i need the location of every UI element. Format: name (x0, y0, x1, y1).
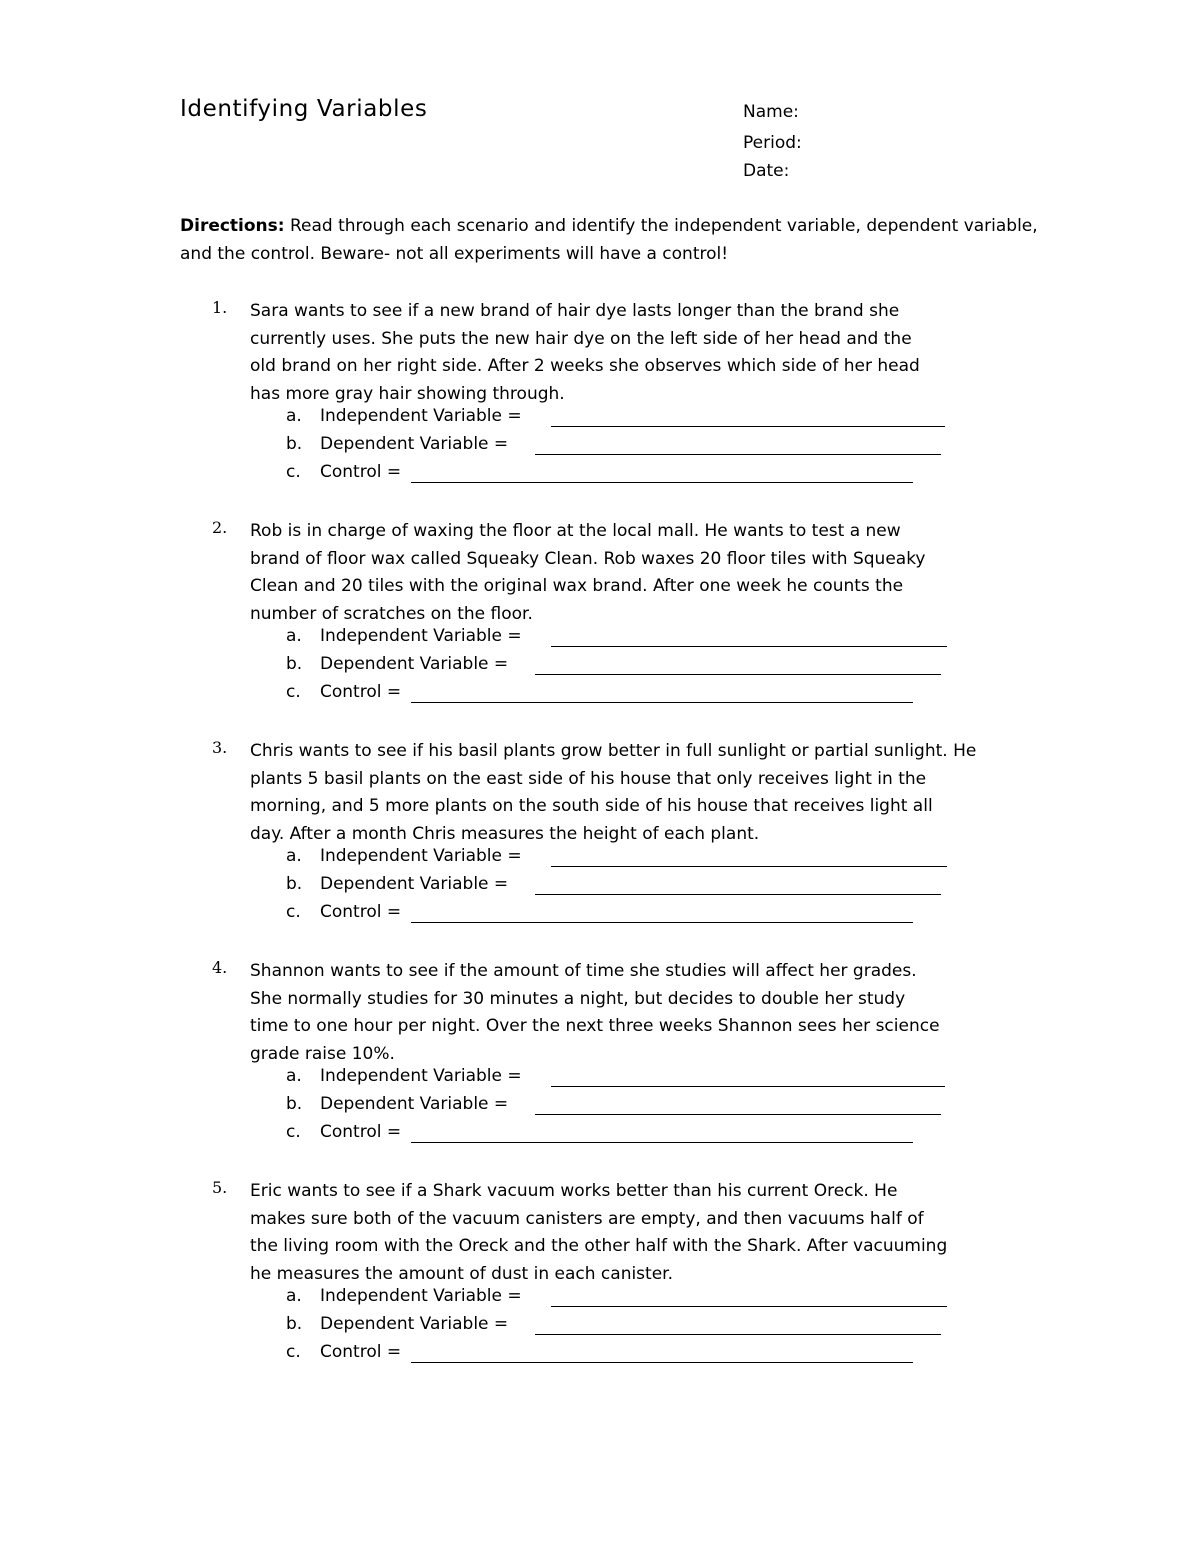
answer-label: Independent Variable = (320, 406, 522, 426)
answer-label: Control = (320, 462, 402, 482)
question-text: Chris wants to see if his basil plants grow better in full sunlight or partial sunlight. He plants 5 basil plants on the east side of his house that only receives light in the morning, and 5 more plants on the south side of his house that receives light all day. After a month Chris measures the height of each plant. (250, 741, 977, 844)
answer-label: Control = (320, 1122, 402, 1142)
answer-control (0, 1122, 1200, 1150)
answer-letter: c. (286, 682, 301, 702)
question-number: 4. (212, 958, 228, 977)
question-number: 3. (212, 738, 228, 757)
answer-label: Independent Variable = (320, 1286, 522, 1306)
answer-dependent (0, 654, 1200, 682)
answer-letter: a. (286, 1286, 302, 1306)
question-text: Shannon wants to see if the amount of time she studies will affect her grades. She normally studies for 30 minutes a night, but decides to double her study time to one hour per night. Over the next three weeks Shannon sees her science grade raise 10%. (250, 961, 940, 1064)
answer-letter: b. (286, 1094, 303, 1114)
answer-blank[interactable] (411, 922, 913, 923)
answer-independent (0, 846, 1200, 874)
answer-label: Dependent Variable = (320, 1094, 509, 1114)
answer-independent (0, 1066, 1200, 1094)
answer-blank[interactable] (535, 1114, 941, 1115)
answer-letter: c. (286, 902, 301, 922)
answer-label: Independent Variable = (320, 846, 522, 866)
answer-blank[interactable] (551, 646, 947, 647)
answer-blank[interactable] (551, 1086, 945, 1087)
answer-label: Control = (320, 902, 402, 922)
period-label: Period: (743, 133, 802, 153)
answer-letter: b. (286, 874, 303, 894)
answer-control (0, 682, 1200, 710)
answer-label: Control = (320, 1342, 402, 1362)
answer-dependent (0, 874, 1200, 902)
question-number: 1. (212, 298, 228, 317)
question-text: Sara wants to see if a new brand of hair dye lasts longer than the brand she currently uses. She puts the new hair dye on the left side of her head and the old brand on her right side. After 2 weeks she observes which side of her head has more gray hair showing through. (250, 301, 920, 404)
answer-independent (0, 406, 1200, 434)
answer-letter: a. (286, 846, 302, 866)
answer-letter: b. (286, 654, 303, 674)
answer-letter: a. (286, 626, 302, 646)
answer-independent (0, 626, 1200, 654)
answer-label: Dependent Variable = (320, 1314, 509, 1334)
answer-letter: c. (286, 1122, 301, 1142)
answer-dependent (0, 1314, 1200, 1342)
answer-label: Dependent Variable = (320, 434, 509, 454)
answer-blank[interactable] (411, 702, 913, 703)
answer-blank[interactable] (411, 1362, 913, 1363)
answer-letter: c. (286, 462, 301, 482)
answer-blank[interactable] (411, 482, 913, 483)
answer-label: Independent Variable = (320, 1066, 522, 1086)
answer-control (0, 902, 1200, 930)
answer-label: Dependent Variable = (320, 654, 509, 674)
answer-blank[interactable] (535, 894, 941, 895)
answer-control (0, 1342, 1200, 1370)
answer-blank[interactable] (551, 426, 945, 427)
answer-blank[interactable] (535, 454, 941, 455)
answer-independent (0, 1286, 1200, 1314)
question-text: Rob is in charge of waxing the floor at the local mall. He wants to test a new brand of floor wax called Squeaky Clean. Rob waxes 20 floor tiles with Squeaky Clean and 20 tiles with the original wax brand. After one week he counts the number of scratches on the floor. (250, 521, 926, 624)
directions (180, 212, 1040, 268)
answer-letter: b. (286, 1314, 303, 1334)
answer-letter: a. (286, 406, 302, 426)
question-number: 2. (212, 518, 228, 537)
answer-label: Dependent Variable = (320, 874, 509, 894)
answer-control (0, 462, 1200, 490)
name-label: Name: (743, 102, 799, 122)
answer-blank[interactable] (411, 1142, 913, 1143)
page-title: Identifying Variables (180, 96, 428, 122)
answer-dependent (0, 434, 1200, 462)
answer-blank[interactable] (535, 674, 941, 675)
directions-label: Directions: (180, 216, 285, 236)
answer-dependent (0, 1094, 1200, 1122)
answer-blank[interactable] (551, 1306, 947, 1307)
question-number: 5. (212, 1178, 228, 1197)
answer-label: Control = (320, 682, 402, 702)
directions-text: Read through each scenario and identify the independent variable, dependent variable, and the control. Beware- not all experiments will have a control! (180, 216, 1038, 264)
answer-blank[interactable] (535, 1334, 941, 1335)
date-label: Date: (743, 161, 790, 181)
answer-blank[interactable] (551, 866, 947, 867)
answer-letter: a. (286, 1066, 302, 1086)
answer-label: Independent Variable = (320, 626, 522, 646)
answer-letter: b. (286, 434, 303, 454)
answer-letter: c. (286, 1342, 301, 1362)
question-text: Eric wants to see if a Shark vacuum works better than his current Oreck. He makes sure both of the vacuum canisters are empty, and then vacuums half of the living room with the Oreck and the other half with the Shark. After vacuuming he measures the amount of dust in each canister. (250, 1181, 948, 1284)
